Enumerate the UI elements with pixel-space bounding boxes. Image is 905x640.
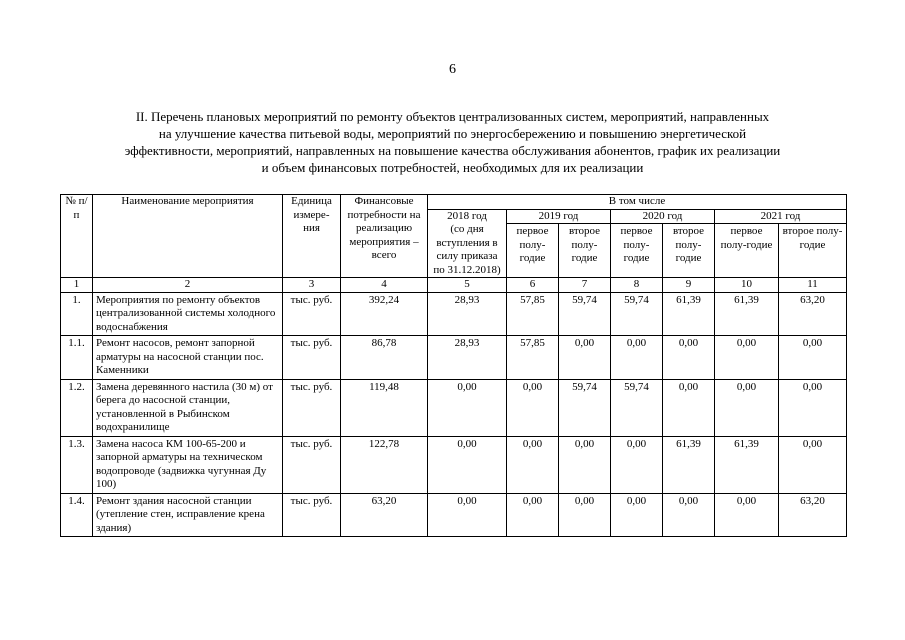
total-amount: 63,20 (341, 493, 428, 537)
amount-2019-first-half: 0,00 (507, 436, 559, 493)
title-line-3: эффективности, мероприятий, направленных на повышение качества обслуживания абонентов, график их реализации (124, 143, 781, 158)
unit: тыс. руб. (283, 292, 341, 336)
amount-2020-second-half: 61,39 (663, 436, 715, 493)
amount-2018: 0,00 (428, 493, 507, 537)
table-header (61, 195, 847, 278)
row-number: 1. (61, 292, 93, 336)
table-row (61, 292, 847, 336)
header-2020: 2020 год (611, 209, 715, 224)
header-2019-second-half: второе полу-годие (559, 224, 611, 278)
row-number: 1.4. (61, 493, 93, 537)
header-2018-year: 2018 год (447, 209, 487, 222)
amount-2020-second-half: 0,00 (663, 336, 715, 380)
plan-table (60, 194, 847, 537)
column-number: 3 (283, 278, 341, 293)
amount-2019-first-half: 0,00 (507, 493, 559, 537)
header-name: Наименование мероприятия (93, 195, 283, 278)
amount-2021-second-half: 0,00 (779, 436, 847, 493)
row-number: 1.3. (61, 436, 93, 493)
amount-2021-first-half: 0,00 (715, 336, 779, 380)
header-2020-first-half: первое полу-годие (611, 224, 663, 278)
header-num: № п/п (61, 195, 93, 278)
amount-2020-first-half: 0,00 (611, 436, 663, 493)
header-2019-first-half: первое полу-годие (507, 224, 559, 278)
header-finance: Финансовые потребности на реализацию мероприятия – всего (341, 195, 428, 278)
header-including: В том числе (428, 195, 847, 210)
amount-2021-first-half: 61,39 (715, 292, 779, 336)
column-number: 6 (507, 278, 559, 293)
activity-name: Мероприятия по ремонту объектов централизованной системы холодного водоснабжения (93, 292, 283, 336)
amount-2019-second-half: 59,74 (559, 292, 611, 336)
amount-2021-second-half: 0,00 (779, 379, 847, 436)
amount-2020-second-half: 0,00 (663, 379, 715, 436)
amount-2021-first-half: 0,00 (715, 379, 779, 436)
total-amount: 86,78 (341, 336, 428, 380)
amount-2021-first-half: 61,39 (715, 436, 779, 493)
amount-2018: 28,93 (428, 336, 507, 380)
total-amount: 122,78 (341, 436, 428, 493)
header-2018-period: (со дня вступления в силу приказа по 31.12.2018) (433, 223, 501, 276)
amount-2020-second-half: 0,00 (663, 493, 715, 537)
total-amount: 119,48 (341, 379, 428, 436)
table-row (61, 493, 847, 537)
header-2019: 2019 год (507, 209, 611, 224)
unit: тыс. руб. (283, 379, 341, 436)
table-body (61, 278, 847, 537)
title-line-2: на улучшение качества питьевой воды, мероприятий по энергосбережению и повышению энергетической (158, 126, 747, 141)
header-unit: Единица измере-ния (283, 195, 341, 278)
header-2021-second-half: второе полу-годие (779, 224, 847, 278)
activity-name: Замена деревянного настила (30 м) от берега до насосной станции, установленной в Рыбинском водохранилище (93, 379, 283, 436)
column-number-row (61, 278, 847, 293)
table-row (61, 336, 847, 380)
header-2018 (428, 209, 507, 278)
amount-2021-first-half: 0,00 (715, 493, 779, 537)
table-row (61, 379, 847, 436)
amount-2019-first-half: 57,85 (507, 336, 559, 380)
amount-2021-second-half: 63,20 (779, 493, 847, 537)
title-line-1: II. Перечень плановых мероприятий по ремонту объектов централизованных систем, мероприятий, направленных (135, 109, 770, 124)
activity-name: Ремонт здания насосной станции (утепление стен, исправление крена здания) (93, 493, 283, 537)
amount-2021-second-half: 63,20 (779, 292, 847, 336)
amount-2020-first-half: 0,00 (611, 336, 663, 380)
activity-name: Замена насоса КМ 100-65-200 и запорной арматуры на техническом водопроводе (задвижка чугунная Ду 100) (93, 436, 283, 493)
amount-2019-first-half: 0,00 (507, 379, 559, 436)
amount-2018: 0,00 (428, 436, 507, 493)
header-2021: 2021 год (715, 209, 847, 224)
amount-2020-first-half: 59,74 (611, 292, 663, 336)
title-line-4: и объем финансовых потребностей, необходимых для их реализации (261, 160, 644, 175)
amount-2019-second-half: 0,00 (559, 436, 611, 493)
column-number: 2 (93, 278, 283, 293)
column-number: 8 (611, 278, 663, 293)
column-number: 4 (341, 278, 428, 293)
row-number: 1.2. (61, 379, 93, 436)
column-number: 7 (559, 278, 611, 293)
column-number: 5 (428, 278, 507, 293)
unit: тыс. руб. (283, 493, 341, 537)
activity-name: Ремонт насосов, ремонт запорной арматуры на насосной станции пос. Каменники (93, 336, 283, 380)
section-title (60, 108, 845, 176)
amount-2021-second-half: 0,00 (779, 336, 847, 380)
amount-2019-second-half: 59,74 (559, 379, 611, 436)
column-number: 9 (663, 278, 715, 293)
amount-2020-second-half: 61,39 (663, 292, 715, 336)
column-number: 10 (715, 278, 779, 293)
amount-2018: 0,00 (428, 379, 507, 436)
amount-2020-first-half: 59,74 (611, 379, 663, 436)
unit: тыс. руб. (283, 336, 341, 380)
column-number: 1 (61, 278, 93, 293)
row-number: 1.1. (61, 336, 93, 380)
column-number: 11 (779, 278, 847, 293)
header-2021-first-half: первое полу-годие (715, 224, 779, 278)
unit: тыс. руб. (283, 436, 341, 493)
total-amount: 392,24 (341, 292, 428, 336)
amount-2019-second-half: 0,00 (559, 493, 611, 537)
amount-2018: 28,93 (428, 292, 507, 336)
amount-2020-first-half: 0,00 (611, 493, 663, 537)
header-2020-second-half: второе полу-годие (663, 224, 715, 278)
page-number: 6 (449, 62, 456, 77)
amount-2019-second-half: 0,00 (559, 336, 611, 380)
amount-2019-first-half: 57,85 (507, 292, 559, 336)
table-row (61, 436, 847, 493)
